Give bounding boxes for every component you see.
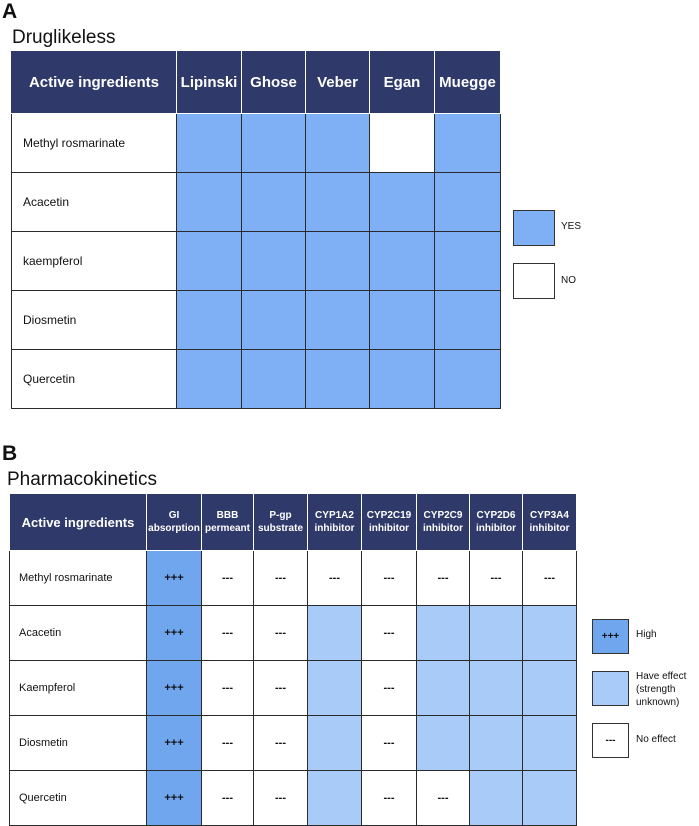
header-line: CYP2C19 <box>366 510 412 521</box>
pk-cell-none: --- <box>254 551 308 606</box>
table-row <box>12 114 501 173</box>
pk-cell-none: --- <box>254 661 308 716</box>
druglikeness-cell-yes <box>435 232 501 291</box>
legend-no-swatch <box>513 263 555 299</box>
pk-cell-effect <box>417 716 470 771</box>
pk-cell-effect <box>470 716 523 771</box>
druglikeness-cell-yes <box>242 291 306 350</box>
header-cyp2c19 <box>362 494 417 551</box>
header-line: inhibitor <box>476 523 516 534</box>
pk-cell-none: --- <box>417 771 470 826</box>
druglikeness-cell-yes <box>370 350 435 409</box>
panel-a-title: Druglikeless <box>12 27 116 48</box>
ingredient-name: Quercetin <box>10 771 147 826</box>
pk-cell-effect <box>523 606 577 661</box>
druglikeness-cell-yes <box>306 350 370 409</box>
druglikeness-cell-yes <box>306 232 370 291</box>
pk-cell-high: +++ <box>147 551 202 606</box>
legend-yes-swatch <box>513 210 555 246</box>
header-cyp2d6 <box>470 494 523 551</box>
ingredient-name: Acacetin <box>12 173 177 232</box>
header-line: inhibitor <box>529 523 570 534</box>
header-line: inhibitor <box>314 523 355 534</box>
pk-cell-none: --- <box>362 716 417 771</box>
pk-cell-effect <box>308 606 362 661</box>
header-line: permeant <box>204 523 250 534</box>
pk-cell-effect <box>470 771 523 826</box>
pk-cell-effect <box>523 716 577 771</box>
pk-cell-none: --- <box>254 716 308 771</box>
pk-cell-none: --- <box>202 606 254 661</box>
pk-cell-none: --- <box>362 661 417 716</box>
druglikeness-cell-yes <box>435 350 501 409</box>
druglikeness-cell-yes <box>370 291 435 350</box>
panel-b-title: Pharmacokinetics <box>7 469 157 490</box>
header-line: CYP2C9 <box>423 510 463 521</box>
legend-effect-swatch <box>592 671 629 706</box>
table-row <box>10 551 577 606</box>
panel-b-letter: B <box>2 442 18 465</box>
pharmacokinetics-table <box>9 493 577 826</box>
table-row <box>10 606 577 661</box>
legend-effect-label <box>636 670 686 709</box>
pk-cell-effect <box>308 771 362 826</box>
druglikeness-cell-yes <box>242 114 306 173</box>
pk-cell-none: --- <box>523 551 577 606</box>
pk-cell-none: --- <box>362 606 417 661</box>
header-line: CYP3A4 <box>530 510 569 521</box>
druglikeness-cell-yes <box>306 114 370 173</box>
header-active-ingredients: Active ingredients <box>12 51 177 114</box>
ingredient-name: Diosmetin <box>10 716 147 771</box>
pk-cell-effect <box>470 606 523 661</box>
pk-cell-none: --- <box>202 661 254 716</box>
pk-cell-high: +++ <box>147 661 202 716</box>
druglikeness-cell-yes <box>242 350 306 409</box>
druglikeness-cell-yes <box>306 291 370 350</box>
legend-high-symbol: +++ <box>601 631 620 642</box>
table-row <box>10 661 577 716</box>
pk-cell-none: --- <box>202 771 254 826</box>
pk-cell-none: --- <box>202 716 254 771</box>
header-veber: Veber <box>306 51 370 114</box>
legend-no-label: NO <box>561 275 576 286</box>
pk-cell-none: --- <box>362 551 417 606</box>
ingredient-name: Diosmetin <box>12 291 177 350</box>
header-line: inhibitor <box>423 523 463 534</box>
ingredient-name: Quercetin <box>12 350 177 409</box>
druglikeness-cell-yes <box>177 232 242 291</box>
legend-effect-line-1: Have effect <box>636 671 687 682</box>
table-row <box>12 350 501 409</box>
header-bbb <box>202 494 254 551</box>
ingredient-name: Acacetin <box>10 606 147 661</box>
druglikeness-cell-yes <box>370 173 435 232</box>
legend-none-symbol: --- <box>605 735 616 746</box>
pk-cell-effect <box>417 661 470 716</box>
header-line: inhibitor <box>369 523 409 534</box>
ingredient-name: kaempferol <box>12 232 177 291</box>
header-cyp2c9 <box>417 494 470 551</box>
ingredient-name: Methyl rosmarinate <box>12 114 177 173</box>
pk-cell-effect <box>523 771 577 826</box>
pk-cell-none: --- <box>254 606 308 661</box>
pk-cell-effect <box>308 716 362 771</box>
header-egan: Egan <box>370 51 435 114</box>
pk-cell-high: +++ <box>147 716 202 771</box>
table-row <box>10 771 577 826</box>
table-row <box>12 232 501 291</box>
druglikeness-cell-yes <box>177 350 242 409</box>
legend-effect-line-3: unknown) <box>636 697 680 708</box>
pk-cell-high: +++ <box>147 606 202 661</box>
druglikeness-cell-yes <box>435 114 501 173</box>
pk-cell-none: --- <box>202 551 254 606</box>
header-p-gp <box>254 494 308 551</box>
legend-high-swatch <box>592 619 629 654</box>
header-gi <box>147 494 202 551</box>
pk-cell-effect <box>470 661 523 716</box>
pk-cell-high: +++ <box>147 771 202 826</box>
ingredient-name: Methyl rosmarinate <box>10 551 147 606</box>
table-row <box>12 173 501 232</box>
table-row <box>10 716 577 771</box>
druglikeness-cell-yes <box>242 232 306 291</box>
legend-effect-line-2: (strength <box>636 684 676 695</box>
header-lipinski: Lipinski <box>177 51 242 114</box>
header-cyp1a2 <box>308 494 362 551</box>
header-line: GI <box>168 510 180 521</box>
legend-none-swatch <box>592 723 629 758</box>
pk-cell-none: --- <box>417 551 470 606</box>
legend-none-label: No effect <box>636 734 676 745</box>
header-line: BBB <box>216 510 239 521</box>
druglikeness-table <box>11 50 501 409</box>
pk-cell-effect <box>417 606 470 661</box>
druglikeness-cell-yes <box>177 173 242 232</box>
pk-cell-effect <box>523 661 577 716</box>
druglikeness-cell-yes <box>306 173 370 232</box>
pk-cell-effect <box>308 661 362 716</box>
header-line: absorption <box>148 523 200 534</box>
pk-cell-none: --- <box>308 551 362 606</box>
header-active-ingredients: Active ingredients <box>10 494 147 551</box>
header-line: substrate <box>257 523 303 534</box>
druglikeness-cell-yes <box>435 173 501 232</box>
header-line: CYP1A2 <box>315 510 354 521</box>
druglikeness-cell-yes <box>177 114 242 173</box>
druglikeness-cell-yes <box>370 232 435 291</box>
druglikeness-cell-yes <box>435 291 501 350</box>
druglikeness-cell-no <box>370 114 435 173</box>
table-row <box>12 291 501 350</box>
panel-a-letter: A <box>2 0 18 23</box>
pk-cell-none: --- <box>470 551 523 606</box>
header-ghose: Ghose <box>242 51 306 114</box>
header-line: P-gp <box>269 510 292 521</box>
header-muegge: Muegge <box>435 51 501 114</box>
header-cyp3a4 <box>523 494 577 551</box>
header-line: CYP2D6 <box>476 510 516 521</box>
pk-cell-none: --- <box>362 771 417 826</box>
druglikeness-cell-yes <box>242 173 306 232</box>
pk-cell-none: --- <box>254 771 308 826</box>
legend-high-label: High <box>636 629 657 640</box>
legend-yes-label: YES <box>561 221 582 232</box>
druglikeness-cell-yes <box>177 291 242 350</box>
ingredient-name: Kaempferol <box>10 661 147 716</box>
